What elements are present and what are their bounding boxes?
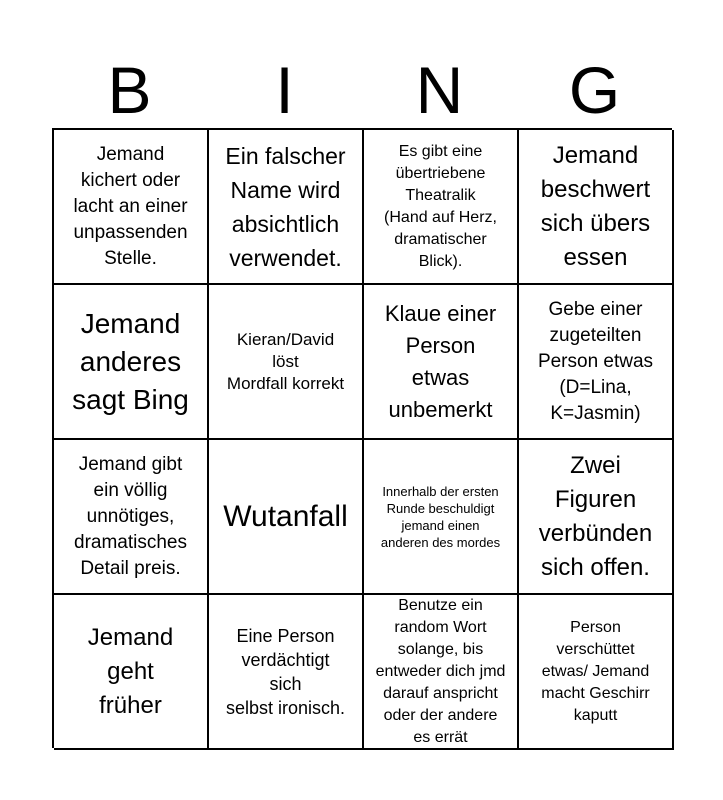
bingo-cell-16[interactable]: Person verschüttet etwas/ Jemand macht Geschirr kaputt bbox=[519, 595, 674, 750]
bingo-cell-1[interactable]: Jemand kichert oder lacht an einer unpassenden Stelle. bbox=[54, 130, 209, 285]
bingo-cell-15[interactable]: Benutze ein random Wort solange, bis entweder dich jmd darauf anspricht oder der andere es errät bbox=[364, 595, 519, 750]
header-letter-b: B bbox=[107, 53, 152, 127]
bingo-grid bbox=[52, 128, 672, 748]
bingo-header bbox=[52, 52, 672, 128]
bingo-cell-8[interactable]: Gebe einer zugeteilten Person etwas (D=Lina, K=Jasmin) bbox=[519, 285, 674, 440]
bingo-cell-2[interactable]: Ein falscher Name wird absichtlich verwendet. bbox=[209, 130, 364, 285]
bingo-cell-4[interactable]: Jemand beschwert sich übers essen bbox=[519, 130, 674, 285]
bingo-cell-3[interactable]: Es gibt eine übertriebene Theatralik (Hand auf Herz, dramatischer Blick). bbox=[364, 130, 519, 285]
header-letter-n: N bbox=[415, 53, 464, 127]
header-letter-g: G bbox=[568, 53, 621, 127]
bingo-cell-12[interactable]: Zwei Figuren verbünden sich offen. bbox=[519, 440, 674, 595]
bingo-cell-5[interactable]: Jemand anderes sagt Bing bbox=[54, 285, 209, 440]
bingo-cell-14[interactable]: Eine Person verdächtigt sich selbst ironisch. bbox=[209, 595, 364, 750]
bingo-cell-9[interactable]: Jemand gibt ein völlig unnötiges, dramatisches Detail preis. bbox=[54, 440, 209, 595]
bingo-cell-11[interactable]: Innerhalb der ersten Runde beschuldigt jemand einen anderen des mordes bbox=[364, 440, 519, 595]
bingo-cell-10[interactable]: Wutanfall bbox=[209, 440, 364, 595]
bingo-cell-6[interactable]: Kieran/David löst Mordfall korrekt bbox=[209, 285, 364, 440]
bingo-cell-7[interactable]: Klaue einer Person etwas unbemerkt bbox=[364, 285, 519, 440]
header-letter-i: I bbox=[275, 53, 294, 127]
bingo-cell-13[interactable]: Jemand geht früher bbox=[54, 595, 209, 750]
